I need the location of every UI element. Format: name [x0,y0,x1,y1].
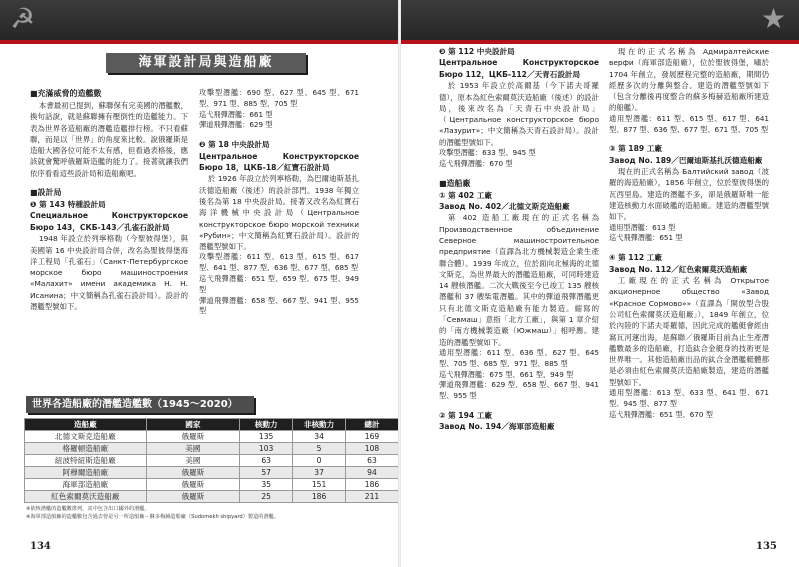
table-cell: 美國 [146,455,240,467]
table-cell: 25 [240,491,293,503]
ranking-table [24,418,399,503]
left-page [0,0,399,567]
table-cell: 135 [240,431,293,443]
left-column-1 [30,88,188,312]
subsection-heading: Центральное Конструкторское Бюро 18，ЦКБ-18／紅寶石設計局 [199,151,359,172]
paragraph: 現在的正式名稱為 Балтийский завод（波羅的海造船廠），1856 年創立，位於聖彼得堡的瓦西里島。建造的潛艦不多，卻是俄羅斯唯一能建造核動力水面破艦的造船廠。建造的潛艦型號如下。 [609,167,769,222]
right-column-2 [609,46,769,420]
section-heading: ■設計局 [30,188,62,198]
section-heading: ■造船廠 [439,178,471,188]
table-cell: 格羅頓造船廠 [25,443,147,455]
subsection-heading: Центральное Конструкторское Бюро 112，ЦКБ-112／天青石設計局 [439,58,599,79]
right-header-banner [401,0,799,40]
subsection-heading: Завод No. 112／紅色索爾莫沃造船廠 [609,264,748,274]
paragraph: 攻擊型潛艦：611 型、613 型、615 型、617 型、641 型、877 型、636 型、677 型、685 型 [199,252,359,273]
paragraph: 巡弋飛彈潛艦：661 型 [199,109,273,119]
subsection-heading: ② 第 194 工廠 [439,410,492,420]
table-cell: 34 [293,431,346,443]
page-number-left: 134 [30,541,51,552]
page-title: 海軍設計局與造船廠 [106,53,306,73]
spacer [439,402,599,410]
subsection-heading: ④ 第 112 工廠 [609,253,662,263]
paragraph: 彈道飛彈潛艦：629 型、658 型、667 型、941 型、955 型 [439,380,599,401]
subsection-heading: ❷ 第 18 中央設計局 [199,140,270,150]
paragraph: 於 1926 年設立於列寧格勒，為巴爾迪斯基扎沃德造船廠（後述）的設計部門。1938 年獨立後名為第 18 中央設計局。接著又改名為紅寶石海洋機械中央設計局（Центральное конструкторское бюро морской техники «Рубин»；中文簡稱為紅寶石設計局）。設計的潛艦型號如下。 [199,174,359,252]
paragraph: 彈道飛彈潛艦：658 型、667 型、941 型、955 型 [199,295,359,316]
table-row [25,467,399,479]
paragraph: 攻擊型潛艦：690 型、627 型、645 型、671 型、971 型、885 型、705 型 [199,88,359,108]
paragraph: 第 402 造船工廠現在的正式名稱為 Производственное объединение Северное машиностроительное предприятие（直譯為北方機械製造企業生產聯合體）。1939 年成立，位於面向北極海的北德文斯克，為世界最大的潛艦造船廠，可同時建造 14 艘核潛艦。二次大戰後至今已竣工 135 艘核潛艦和 37 艘柴電潛艦。其中的彈道飛彈潛艦更只有北德文斯克造船廠有能力製造。縮寫的「Севмаш」意指「北方工廠」，與第 1 章介紹的「南方機械製造廠（Южмаш）」相呼應。建造的潛艦型號如下。 [439,213,599,347]
ranking-table-header [25,419,399,431]
left-header-stripe [0,40,399,44]
ranking-table-body [25,431,399,503]
table-cell: 北德文斯克造船廠 [25,431,147,443]
table-row [25,455,399,467]
star-icon: ★ [761,2,787,35]
table-cell: 151 [293,479,346,491]
table-cell: 海軍部造船廠 [25,479,147,491]
table-row [25,443,399,455]
table-cell: 94 [346,467,399,479]
table-cell: 0 [293,455,346,467]
table-cell: 俄羅斯 [146,491,240,503]
subsection-heading: Завод No. 189／巴爾迪斯基扎沃德造船廠 [609,155,763,165]
paragraph: 通用型潛艦：613 型 [609,222,676,232]
table-cell: 186 [293,491,346,503]
paragraph: 通用型潛艦：613 型、633 型、641 型、671 型、945 型、877 型 [609,388,769,408]
paragraph: 本書最初已提到，蘇聯保有完美國的潛艦數，換句話說，就是蘇聯擁有壓倒性的造艦能力。下表為世界各造船廠的潛艦造艦排行榜。不只看蘇聯，而是以「世界」的角度來比較。說俄羅斯是造船大國各位可能不太有感，但看過表格後，應該就會驚呼俄羅斯造艦的能力了。接著就讓我們依序看看這些設計局和造船廠吧。 [30,101,188,178]
table-cell: 5 [293,443,346,455]
paragraph: 攻擊型潛艦：633 型、945 型 [439,148,536,157]
spacer [609,244,769,252]
table-header-cell: 非核動力 [293,419,346,431]
subsection-heading: ① 第 402 工廠 [439,190,492,200]
left-header-banner [0,0,399,40]
table-cell: 俄羅斯 [146,431,240,443]
right-page [401,0,799,567]
right-header-stripe [401,40,799,44]
paragraph: 於 1953 年設立於高爾基（今下諾夫哥羅德），原本為紅色索爾莫沃造船廠（後述）的設計局，後來改名為「天青石中央設計局」（Центральное конструкторское бюро «Лазурит»；中文簡稱為天青石設計局）。設計的潛艦型號如下。 [439,81,599,147]
paragraph: 彈道飛彈潛艦：629 型 [199,120,273,130]
spacer [199,131,359,139]
table-cell: 169 [346,431,399,443]
table-header-cell: 核動力 [240,419,293,431]
spacer [30,179,188,187]
table-row [25,431,399,443]
paragraph: 通用型潛艦：611 型、636 型、627 型、645 型、705 型、685 型、971 型、885 型 [439,347,599,368]
subsection-heading: Завод No. 194／海軍部造船廠 [439,422,555,432]
subsection-heading: Специальное Конструкторское Бюро 143，СКБ-143／孔雀石設計局 [30,211,188,232]
paragraph: 工廠現在的正式名稱為 Открытое акционерное общество «Завод «Красное Сормово»»（直譯為「開放型合股公司紅色索爾莫沃造船廠」），1849 年創立，位於內陸的下諾夫哥羅德，因此完成的艦艇會經由窩瓦河運出海，是蘇聯／俄羅斯目前為止生產潛艦數最多的造船廠，打造鈦合金艇身的技術更是世界唯一。其他造船廠出品的鈦合金潛艦艇體都是必須由紅色索爾莫沃造船廠製造，建造的潛艦型號如下。 [609,276,769,387]
section-heading: ■充滿威脅的造艦數 [30,89,102,98]
table-cell: 108 [346,443,399,455]
table-note: ※海軍部造船廠的造艦數包含過去曾是另一所造船廠－蘇多梅赫造船廠（Sudomekh shipyard）製造的潛艦。 [26,514,280,520]
left-column-2 [199,88,359,317]
spacer [609,135,769,143]
paragraph: 巡弋飛彈潛艦：670 型 [439,158,513,168]
paragraph: 現在的正式名稱為 Адмиралтейские верфи（海軍部造船廠），位於聖彼得堡，嘯於 1704 年創立，發展歷程完整的造船廠，期間仍經歷多次的分離與整合。建造的潛艦型號如下（包含分離後再度整合的蘇多梅赫造船廠所建造的船艦）。 [609,47,769,113]
paragraph: 巡弋飛彈潛艦：651 型、670 型 [609,409,713,419]
paragraph: 通用型潛艦：611 型、615 型、617 型、641 型、877 型、636 型、677 型、671 型、705 型 [609,113,769,134]
table-note: ※依核潛艦的造艦數排列，其中包含出口國外的潛艦。 [26,506,150,512]
table-cell: 63 [240,455,293,467]
table-header-cell: 造船廠 [25,419,147,431]
table-cell: 57 [240,467,293,479]
subsection-heading: ③ 第 189 工廠 [609,144,662,154]
hammer-sickle-icon: ☭ [10,2,36,35]
paragraph: 巡弋飛彈潛艦：651 型、659 型、675 型、949 型 [199,274,359,294]
paragraph: 1948 年設立於列寧格勒（今聖彼得堡），與美國第 16 中央設計局合併，改名為聖彼得堡海洋工程局「孔雀石」（Санкт-Петербургское морское бюро машиностроения «Малахит» имени академика Н. Н. Исанина；中文簡稱為孔雀石設計局）。設計的潛艦型號如下。 [30,234,188,312]
subsection-heading: ❶ 第 143 特種設計局 [30,200,106,210]
table-cell: 186 [346,479,399,491]
subsection-heading: ❸ 第 112 中央設計局 [439,47,515,56]
table-cell: 37 [293,467,346,479]
table-row [25,491,399,503]
table-cell: 阿穆爾造船廠 [25,467,147,479]
ranking-table-title: 世界各造船廠的潛艦造艦數（1945～2020） [26,396,254,413]
page-number-right: 135 [756,541,777,552]
subsection-heading: Завод No. 402／北德文斯克造船廠 [439,202,570,211]
table-cell: 俄羅斯 [146,467,240,479]
paragraph: 巡弋飛彈潛艦：651 型 [609,233,683,243]
table-header-cell: 國家 [146,419,240,431]
table-cell: 紅色索爾莫沃造船廠 [25,491,147,503]
right-column-1 [439,46,599,433]
table-cell: 103 [240,443,293,455]
ranking-table-notes [26,505,386,521]
table-cell: 紐波特紐斯造船廠 [25,455,147,467]
table-cell: 211 [346,491,399,503]
paragraph: 巡弋飛彈潛艦：675 型、661 型、949 型 [439,369,574,379]
table-cell: 35 [240,479,293,491]
table-cell: 美國 [146,443,240,455]
table-cell: 俄羅斯 [146,479,240,491]
spacer [439,170,599,178]
table-row [25,479,399,491]
table-cell: 63 [346,455,399,467]
table-header-cell: 總計 [346,419,399,431]
